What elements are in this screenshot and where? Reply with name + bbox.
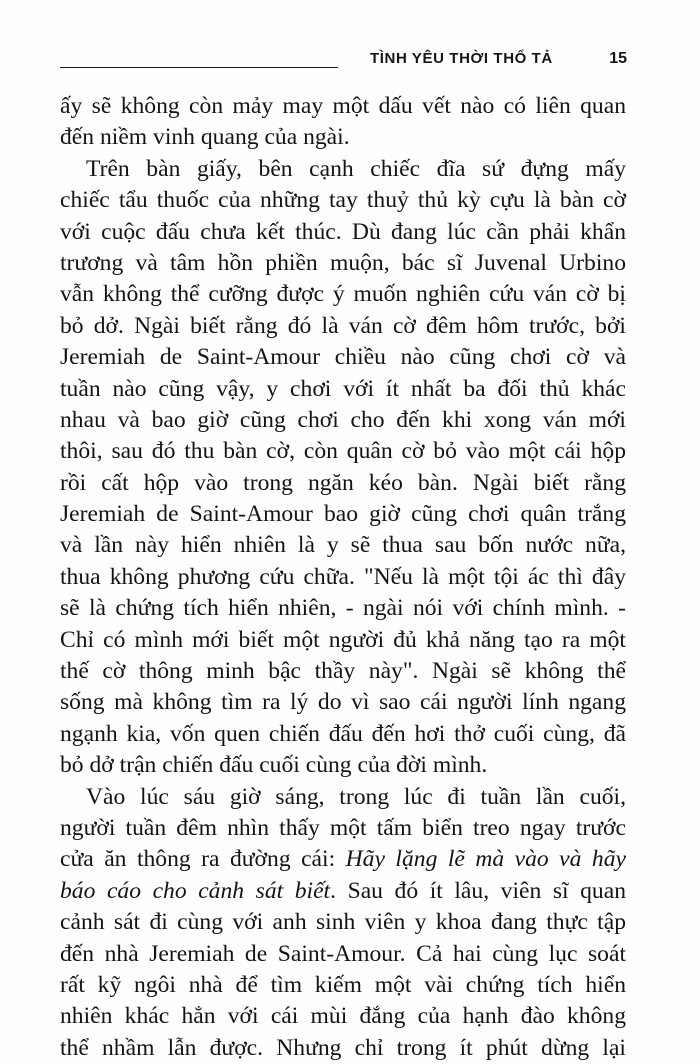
- text-line: ngạnh kia, vốn quen chiến đấu đến hơi thở cuối cùng, đã: [60, 720, 626, 747]
- text-line: và lần này hiển nhiên là y sẽ thua sau bốn nước nữa,: [60, 532, 626, 559]
- text-line: đến nhà Jeremiah de Saint-Amour. Cả hai cùng lục soát: [60, 940, 626, 967]
- text-line: Chỉ có mình mới biết một người đủ khả năng tạo ra một: [60, 626, 626, 653]
- text-line: nhau và bao giờ cũng chơi cho đến khi xong ván mới: [60, 406, 626, 433]
- text-line: rất kỹ ngôi nhà để tìm kiếm một vài chứng tích hiển: [60, 971, 626, 998]
- text-line: Jeremiah de Saint-Amour chiều nào cũng chơi cờ và: [60, 344, 626, 371]
- paragraph-start-line: Vào lúc sáu giờ sáng, trong lúc đi tuần lần cuối,: [86, 783, 626, 810]
- text-line: chiếc tẩu thuốc của những tay thuỷ thủ kỳ cựu là bàn cờ: [60, 187, 626, 214]
- text-line: [60, 844, 626, 875]
- text-line: sống mà không tìm ra lý do vì sao cái người lính ngang: [60, 689, 626, 716]
- italic-sign-text: báo cáo cho cảnh sát biết: [60, 877, 331, 904]
- text-segment: . Sau đó ít lâu, viên sĩ quan: [330, 877, 626, 904]
- text-line: tuần nào cũng vậy, y chơi với ít nhất ba đối thủ khác: [60, 375, 626, 402]
- text-line: ấy sẽ không còn mảy may một dấu vết nào có liên quan: [60, 93, 626, 119]
- text-line: thua không phương cứu chữa. "Nếu là một tội ác thì đây: [60, 563, 626, 590]
- text-line: thế cờ thông minh bậc thầy này". Ngài sẽ không thể: [60, 658, 626, 685]
- text-line: [60, 876, 626, 907]
- text-line: nhiên khác hẳn với cái mùi đắng của hạnh đào không: [60, 1003, 626, 1030]
- text-line: đến niềm vinh quang của ngài.: [60, 124, 350, 151]
- text-line: vẫn không thể cưỡng được ý muốn nghiên cứu ván cờ bị: [60, 281, 626, 308]
- text-line: bỏ dở. Ngài biết rằng đó là ván cờ đêm hôm trước, bởi: [60, 312, 626, 339]
- book-title: TÌNH YÊU THỜI THỔ TẢ: [370, 50, 553, 67]
- running-header: [60, 50, 630, 74]
- text-line: trương và tâm hồn phiền muộn, bác sĩ Juvenal Urbino: [60, 249, 626, 276]
- page-number: 15: [609, 50, 627, 67]
- text-line: Jeremiah de Saint-Amour bao giờ cũng chơi quân trắng: [60, 501, 626, 528]
- paragraph-start-line: Trên bàn giấy, bên cạnh chiếc đĩa sứ đựng mấy: [86, 155, 626, 182]
- text-line: thôi, sau đó thu bàn cờ, còn quân cờ bỏ vào một cái hộp: [60, 438, 626, 465]
- text-line: sẽ là chứng tích hiển nhiên, - ngài nói với chính mình. -: [60, 595, 626, 622]
- text-line: thể nhầm lẫn được. Nhưng chỉ trong ít phút dừng lại: [60, 1034, 626, 1061]
- text-line: người tuần đêm nhìn thấy một tấm biển treo ngay trước: [60, 814, 626, 841]
- text-line: cảnh sát đi cùng với anh sinh viên y khoa đang thực tập: [60, 909, 626, 936]
- header-rule: [60, 67, 338, 68]
- text-line: với cuộc đấu chưa kết thúc. Dù đang lúc cần phải khẩn: [60, 218, 626, 245]
- text-segment: cửa ăn thông ra đường cái:: [60, 846, 336, 873]
- body-text: [60, 91, 626, 1064]
- italic-sign-text: Hãy lặng lẽ mà vào và hãy: [345, 846, 626, 873]
- text-line: bỏ dở trận chiến đấu cuối cùng của đời mình.: [60, 752, 488, 779]
- text-line: rồi cất hộp vào trong ngăn kéo bàn. Ngài biết rằng: [60, 469, 626, 496]
